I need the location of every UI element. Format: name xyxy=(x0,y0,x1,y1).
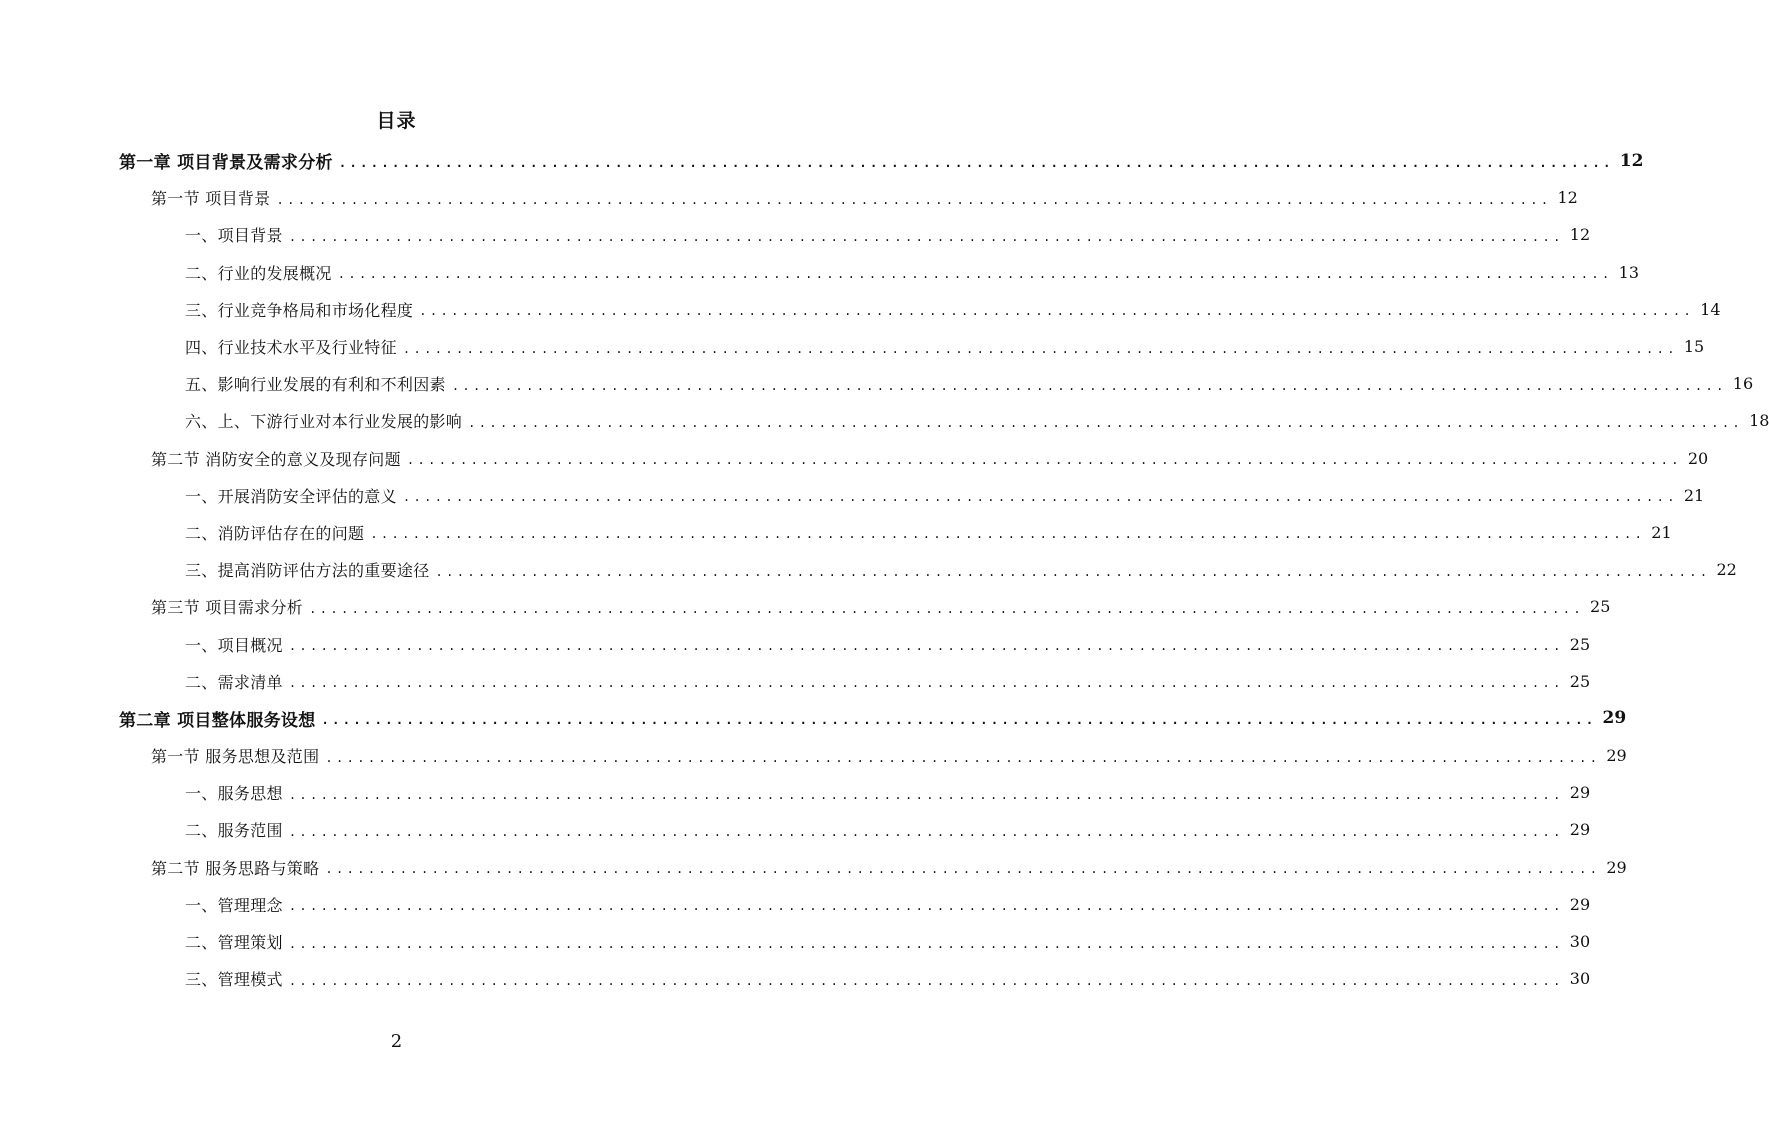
toc-leader-dots: ........................................................................................................................ xyxy=(321,713,1597,728)
toc-entry-text: 五、影响行业发展的有利和不利因素 xyxy=(185,375,446,395)
toc-leader-dots: ........................................................................................................................ xyxy=(288,973,1564,988)
toc-list xyxy=(0,142,1769,997)
toc-entry-section[interactable] xyxy=(0,737,1627,774)
toc-entry-text: 第三节 项目需求分析 xyxy=(151,598,304,618)
toc-entry-subsection[interactable] xyxy=(0,254,1640,291)
toc-leader-dots: ........................................................................................................................ xyxy=(325,862,1601,877)
toc-entry-page: 18 xyxy=(1749,411,1769,431)
toc-entry-text: 第一节 服务思想及范围 xyxy=(151,747,320,767)
toc-entry-subsection[interactable] xyxy=(0,328,1705,365)
toc-entry-text: 一、开展消防安全评估的意义 xyxy=(185,486,397,506)
toc-entry-text: 二、消防评估存在的问题 xyxy=(185,523,365,543)
toc-entry-section[interactable] xyxy=(0,588,1611,625)
toc-entry-page: 12 xyxy=(1557,188,1578,208)
toc-entry-subsection[interactable] xyxy=(0,625,1591,662)
toc-entry-subsection[interactable] xyxy=(0,960,1591,997)
toc-leader-dots: ........................................................................................................................ xyxy=(419,304,1695,319)
toc-entry-subsection[interactable] xyxy=(0,663,1591,700)
toc-entry-subsection[interactable] xyxy=(0,774,1591,811)
toc-entry-chapter[interactable] xyxy=(0,700,1627,737)
toc-leader-dots: ........................................................................................................................ xyxy=(288,676,1564,691)
toc-entry-page: 25 xyxy=(1590,597,1611,617)
toc-entry-page: 29 xyxy=(1602,708,1627,729)
toc-entry-page: 12 xyxy=(1619,150,1644,171)
toc-entry-section[interactable] xyxy=(0,849,1627,886)
toc-leader-dots: ........................................................................................................................ xyxy=(288,787,1564,802)
page-number: 2 xyxy=(390,1031,403,1052)
toc-entry-subsection[interactable] xyxy=(0,886,1591,923)
toc-entry-text: 三、管理模式 xyxy=(185,970,283,990)
toc-entry-text: 第二节 消防安全的意义及现存问题 xyxy=(151,449,401,469)
toc-entry-text: 一、项目背景 xyxy=(185,226,283,246)
toc-entry-text: 三、提高消防评估方法的重要途径 xyxy=(185,561,430,581)
toc-entry-text: 一、服务思想 xyxy=(185,784,283,804)
toc-entry-subsection[interactable] xyxy=(0,291,1721,328)
toc-entry-page: 21 xyxy=(1651,522,1672,542)
toc-title: 目录 xyxy=(376,110,417,132)
toc-entry-page: 29 xyxy=(1569,894,1591,914)
toc-leader-dots: ........................................................................................................................ xyxy=(402,341,1678,356)
toc-entry-text: 一、项目概况 xyxy=(185,635,283,655)
toc-entry-text: 三、行业竞争格局和市场化程度 xyxy=(185,300,414,320)
toc-entry-text: 二、行业的发展概况 xyxy=(185,263,332,283)
toc-entry-text: 第二章 项目整体服务设想 xyxy=(119,710,316,731)
toc-entry-page: 29 xyxy=(1606,857,1627,877)
toc-leader-dots: ........................................................................................................................ xyxy=(309,601,1585,616)
toc-entry-page: 30 xyxy=(1569,932,1591,952)
toc-leader-dots: ........................................................................................................................ xyxy=(288,229,1564,244)
toc-leader-dots: ........................................................................................................................ xyxy=(406,453,1682,468)
toc-entry-subsection[interactable] xyxy=(0,477,1705,514)
toc-entry-text: 第一章 项目背景及需求分析 xyxy=(119,153,333,174)
toc-leader-dots: ........................................................................................................................ xyxy=(288,824,1564,839)
toc-entry-subsection[interactable] xyxy=(0,551,1737,588)
toc-entry-text: 二、需求清单 xyxy=(185,672,283,692)
toc-entry-text: 一、管理理念 xyxy=(185,895,283,915)
toc-entry-text: 二、服务范围 xyxy=(185,821,283,841)
toc-leader-dots: ........................................................................................................................ xyxy=(468,415,1744,430)
toc-entry-page: 29 xyxy=(1569,783,1591,803)
toc-entry-page: 22 xyxy=(1716,560,1737,580)
toc-entry-subsection[interactable] xyxy=(0,923,1591,960)
toc-entry-page: 30 xyxy=(1569,969,1591,989)
toc-leader-dots: ........................................................................................................................ xyxy=(288,936,1564,951)
toc-entry-text: 六、上、下游行业对本行业发展的影响 xyxy=(185,412,463,432)
toc-entry-page: 29 xyxy=(1606,746,1627,766)
toc-entry-subsection[interactable] xyxy=(0,365,1754,402)
toc-leader-dots: ........................................................................................................................ xyxy=(451,378,1727,393)
toc-entry-subsection[interactable] xyxy=(0,811,1591,848)
toc-entry-page: 25 xyxy=(1569,671,1591,691)
toc-entry-page: 16 xyxy=(1732,374,1754,394)
toc-entry-subsection[interactable] xyxy=(0,216,1591,253)
toc-leader-dots: ........................................................................................................................ xyxy=(338,155,1614,170)
toc-entry-page: 25 xyxy=(1569,634,1591,654)
toc-leader-dots: ........................................................................................................................ xyxy=(325,750,1601,765)
toc-entry-text: 二、管理策划 xyxy=(185,933,283,953)
toc-entry-text: 第一节 项目背景 xyxy=(151,189,271,209)
toc-leader-dots: ........................................................................................................................ xyxy=(288,639,1564,654)
toc-leader-dots: ........................................................................................................................ xyxy=(288,899,1564,914)
toc-entry-page: 14 xyxy=(1700,299,1721,319)
toc-leader-dots: ........................................................................................................................ xyxy=(370,527,1646,542)
toc-entry-section[interactable] xyxy=(0,179,1578,216)
toc-leader-dots: ........................................................................................................................ xyxy=(276,192,1552,207)
toc-entry-page: 12 xyxy=(1569,225,1591,245)
toc-entry-text: 第二节 服务思路与策略 xyxy=(151,858,320,878)
toc-entry-page: 21 xyxy=(1683,485,1705,505)
toc-entry-text: 四、行业技术水平及行业特征 xyxy=(185,338,397,358)
toc-entry-section[interactable] xyxy=(0,440,1709,477)
toc-entry-page: 29 xyxy=(1569,820,1591,840)
toc-leader-dots: ........................................................................................................................ xyxy=(435,564,1711,579)
toc-entry-page: 13 xyxy=(1618,262,1640,282)
toc-leader-dots: ........................................................................................................................ xyxy=(402,490,1678,505)
toc-entry-page: 20 xyxy=(1687,448,1709,468)
toc-entry-chapter[interactable] xyxy=(0,142,1644,179)
toc-entry-page: 15 xyxy=(1683,337,1705,357)
toc-entry-subsection[interactable] xyxy=(0,402,1769,439)
toc-entry-subsection[interactable] xyxy=(0,514,1672,551)
toc-leader-dots: ........................................................................................................................ xyxy=(337,267,1613,282)
